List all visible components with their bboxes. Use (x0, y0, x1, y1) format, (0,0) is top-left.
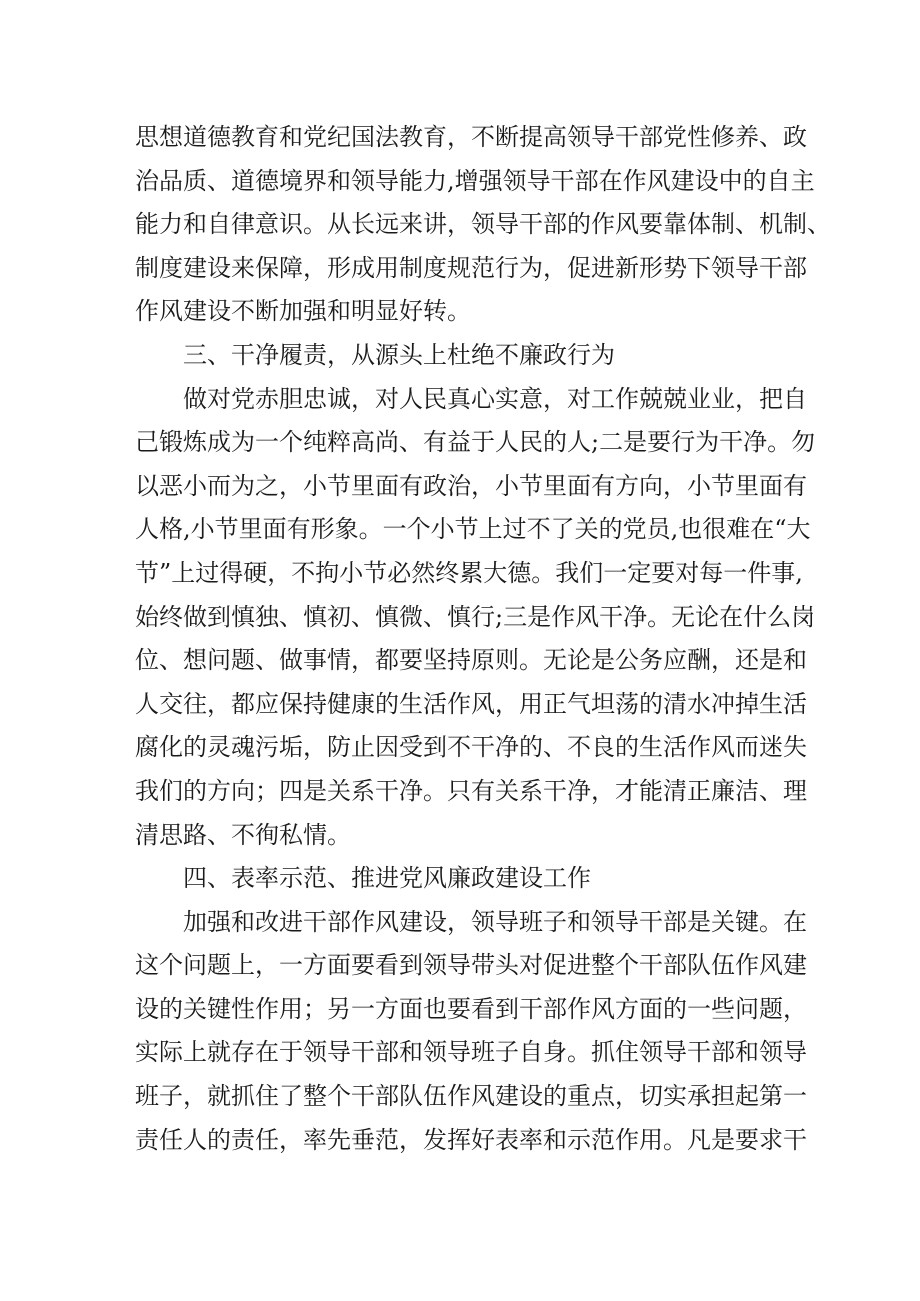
document-body (135, 116, 831, 1162)
text-line: 治品质、道德境界和领导能力,增强领导干部在作风建设中的自主 (135, 166, 815, 195)
text-line: 以恶小而为之，小节里面有政治，小节里面有方向，小节里面有 (135, 471, 807, 500)
text-line: 位、想问题、做事情，都要坚持原则。无论是公务应酬，还是和 (135, 646, 807, 675)
text-line: 己锻炼成为一个纯粹高尚、有益于人民的人;二是要行为干净。勿 (135, 428, 816, 457)
text-line: 作风建设不断加强和明显好转。 (135, 297, 471, 326)
text-line: 制度建设来保障，形成用制度规范行为，促进新形势下领导干部 (135, 253, 807, 282)
text-line: 始终做到慎独、慎初、慎微、慎行;三是作风干净。无论在什么岗 (135, 602, 816, 631)
text-line: 做对党赤胆忠诚，对人民真心实意，对工作兢兢业业，把自 (183, 384, 807, 413)
text-line: 责任人的责任，率先垂范，发挥好表率和示范作用。凡是要求干 (135, 1125, 807, 1154)
text-line: 腐化的灵魂污垢，防止因受到不干净的、不良的生活作风而迷失 (135, 733, 807, 762)
text-line: 节”上过得硬，不拘小节必然终累大德。我们一定要对每一件事, (135, 558, 803, 587)
text-line: 我们的方向；四是关系干净。只有关系干净，才能清正廉洁、理 (135, 776, 807, 805)
paragraph-3 (135, 901, 807, 1163)
section-heading-4: 四、表率示范、推进党风廉政建设工作 (183, 864, 591, 893)
paragraph-2 (135, 378, 816, 858)
text-line: 班子，就抓住了整个干部队伍作风建设的重点，切实承担起第一 (135, 1082, 807, 1111)
text-line: 人格,小节里面有形象。一个小节上过不了关的党员,也很难在“大 (135, 515, 811, 544)
paragraph-1 (135, 116, 831, 334)
text-line: 能力和自律意识。从长远来讲，领导干部的作风要靠体制、机制、 (135, 210, 831, 239)
text-line: 实际上就存在于领导干部和领导班子自身。抓住领导干部和领导 (135, 1038, 807, 1067)
text-line: 这个问题上，一方面要看到领导带头对促进整个干部队伍作风建 (135, 951, 807, 980)
text-line: 思想道德教育和党纪国法教育，不断提高领导干部党性修养、政 (135, 123, 807, 151)
text-line: 设的关键性作用；另一方面也要看到干部作风方面的一些问题， (135, 994, 807, 1023)
section-heading-3: 三、干净履责，从源头上杜绝不廉政行为 (183, 340, 615, 369)
text-line: 清思路、不徇私情。 (135, 820, 351, 849)
text-line: 人交往，都应保持健康的生活作风，用正气坦荡的清水冲掉生活 (135, 689, 807, 718)
text-line: 加强和改进干部作风建设，领导班子和领导干部是关键。在 (183, 907, 807, 936)
